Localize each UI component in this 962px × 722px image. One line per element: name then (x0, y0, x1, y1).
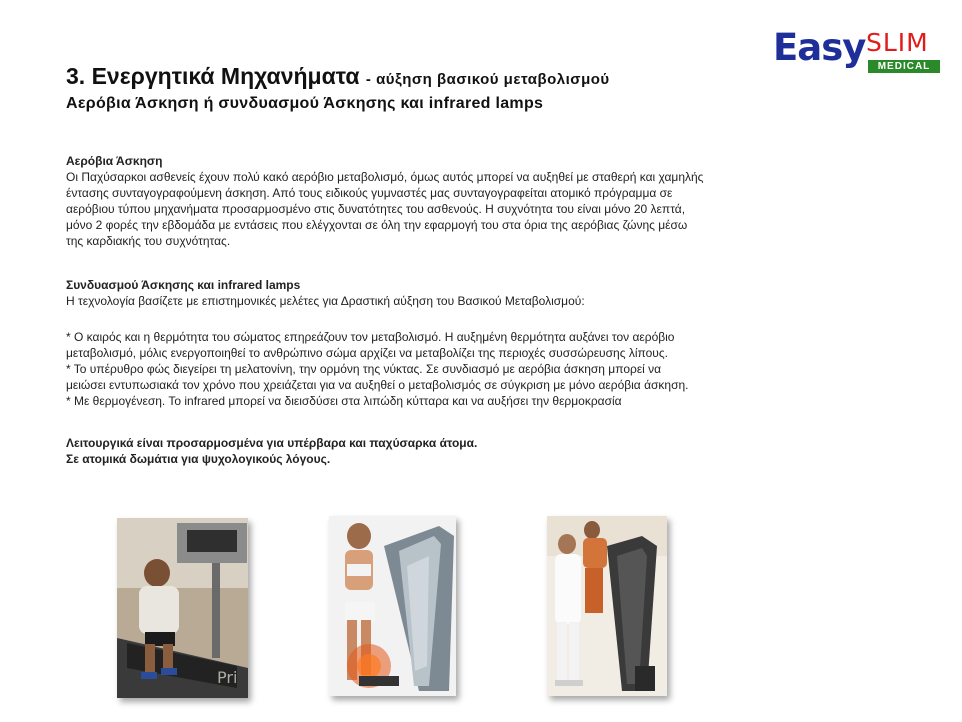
trainer-photo (547, 516, 667, 696)
photo-watermark: Pri (217, 668, 238, 687)
logo-slim-text: SLIM (866, 28, 929, 57)
benefits-list (66, 329, 806, 409)
benefit-line: μεταβολισμό, μόλις ενεργοποιηθεί το ανθρώπινο σώμα αρχίζει να μεταβολίζει της περιοχές συσσώρευσης λίπους. (66, 346, 668, 360)
page-title-main: 3. Ενεργητικά Μηχανήματα (66, 63, 360, 89)
section-aerobic (66, 153, 806, 249)
benefit-line: * Το υπέρυθρο φώς διεγείρει τη μελατονίνη, την ορμόνη της νύκτας. Σε συνδιασμό με αερόβια άσκηση μπορεί να (66, 362, 662, 376)
closing-line: Σε ατομικά δωμάτια για ψυχολογικούς λόγους. (66, 452, 331, 466)
benefit-line: μειώσει εντυπωσιακά τον χρόνο που χρειάζεται για να αυξηθεί ο μεταβολισμός σε σύγκριση με μόνο αερόβια άσκηση. (66, 378, 689, 392)
logo-medical-badge: MEDICAL (868, 60, 940, 73)
section-combined-heading: Συνδυασμού Άσκησης και infrared lamps (66, 278, 301, 292)
closing-note (66, 435, 806, 467)
page-title-subtitle: - αύξηση βασικού μεταβολισμού (365, 71, 610, 88)
section-aerobic-line: Οι Παχύσαρκοι ασθενείς έχουν πολύ κακό αερόβιο μεταβολισμό, όμως αυτός μπορεί να αυξηθεί με σταθερή και χαμηλής (66, 170, 704, 184)
logo-easy-text: Easy (773, 26, 866, 69)
treadmill-photo (117, 518, 248, 698)
section-aerobic-line: έντασης συνταγογραφούμενη άσκηση. Από τους ειδικούς γυμναστές μας συνταγογραφείται ατομικό πρόγραμμα σε (66, 186, 673, 200)
section-aerobic-line: μόνο 2 φορές την εβδομάδα με εντάσεις που ελέγχονται σε όλη την εφαρμογή του στα όρια της αερόβιας ζώνης μέσω (66, 218, 688, 232)
benefit-line: * Ο καιρός και η θερμότητα του σώματος επηρεάζουν τον μεταβολισμό. Η αυξημένη θερμότητα αυξάνει τον αερόβιο (66, 330, 675, 344)
infrared-machine-photo (329, 516, 456, 696)
page-title (66, 63, 610, 90)
benefit-line: * Με θερμογένεση. Το infrared μπορεί να διεισδύσει στα λιπώδη κύτταρα και να αυξήσει την θερμοκρασία (66, 394, 622, 408)
section-aerobic-line: της καρδιακής του συχνότητας. (66, 234, 231, 248)
easyslim-logo (773, 26, 945, 76)
section-combined-intro: Η τεχνολογία βασίζετε με επιστημονικές μελέτες για Δραστική αύξηση του Βασικού Μεταβολισμού: (66, 294, 585, 308)
closing-line: Λειτουργικά είναι προσαρμοσμένα για υπέρβαρα και παχύσαρκα άτομα. (66, 436, 478, 450)
section-aerobic-heading: Αερόβια Άσκηση (66, 154, 163, 168)
page-subtitle: Αερόβια Άσκηση ή συνδυασμού Άσκησης και infrared lamps (66, 95, 544, 112)
section-aerobic-line: αερόβιου τύπου μηχανήματα προσαρμοσμένο στις δυνατότητες του ασθενούς. Η συχνότητα του είναι μόνο 20 λεπτά, (66, 202, 686, 216)
section-combined (66, 277, 806, 309)
